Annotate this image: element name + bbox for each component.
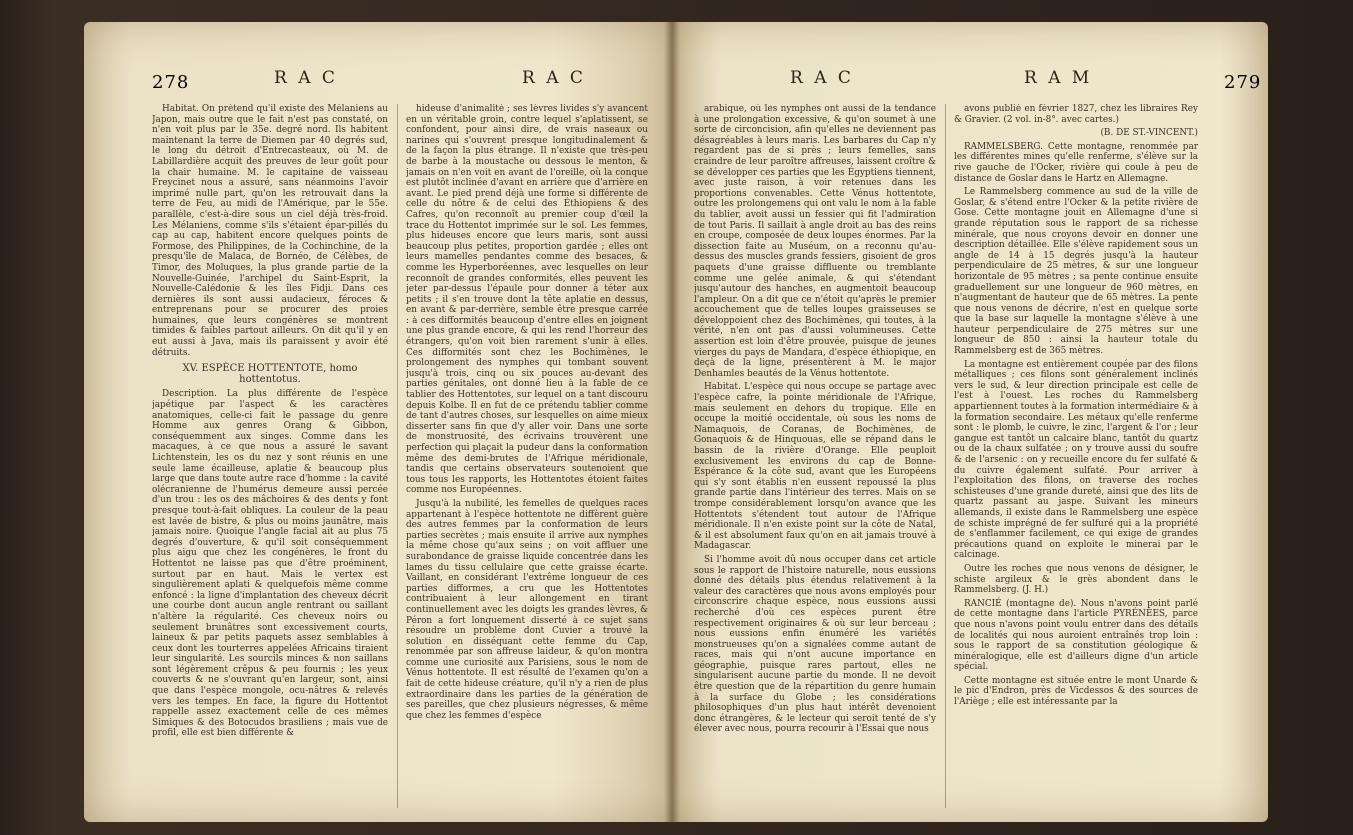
column-rule xyxy=(397,104,398,808)
paragraph: hideuse d'animalité ; ses lèvres livides s'y avancent en un véritable groin, contre lequel s'aplatissent, se confondent, pour ainsi dire, de vrais naseaux ou narines qui s'ouvrent presque longitudinalement & de la façon la plus étrange. Il n'existe que très-peu de barbe à la moustache ou dessous le menton, & jamais on n'en voit en avant de l'oreille, où la conque est plutôt inclinée d'avant en arrière que d'arrière en avant. Le pied prend déjà une forme si différente de celle du nôtre & de celui des Éthiopiens & des Cafres, qu'on reconnoît au premier coup d'œil la trace du Hottentot imprimée sur le sol. Les femmes, plus hideuses encore que leurs maris, sont aussi beaucoup plus petites, proportion gardée ; elles ont leurs mamelles pendantes comme des besaces, & comme les Hyperboréennes, avec lesquelles on leur reconnoît de grandes conformités, elles peuvent les jeter par-dessus l'épaule pour donner à téter aux petits ; il s'en trouve dont la tête aplatie en dessus, en avant & par-derrière, semble être presque carrée : à ces difformités beaucoup d'entre elles en joignent une plus grande encore, & qui les rend l'horreur des étrangers, qu'on voit bien rarement s'unir à elles. Ces difformités sont chez les Bochimènes, le prolongement des nymphes qui tombant souvent jusqu'à trois, cinq ou six pouces au-devant des parties génitales, ont donné lieu à la fable de ce tablier des Hottentotes, sur lequel on a tant discouru depuis Kolbe. Il en fut de ce prétendu tablier comme de tant d'autres choses, sur lesquelles on aime mieux disserter sans fin que d'y aller voir. Dans une sorte de monstruosité, des écrivains trouvèrent une perfection qui plaçait la pudeur dans la conformation même des demi-brutes de l'Afrique méridionale, tandis que certains observateurs soutenoient que tous tous les rapports, les Hottentotes étoient faites comme nos Européennes. xyxy=(406,104,648,496)
running-head-left: R A C xyxy=(790,68,854,88)
author-signature: (B. DE ST.-VINCENT.) xyxy=(1100,128,1198,139)
paragraph: Outre les roches que nous venons de désigner, le schiste argileux & le grès abondent dans le Rammelsberg. (J. H.) xyxy=(954,563,1198,596)
page-number: 279 xyxy=(1224,72,1262,93)
paragraph: Le Rammelsberg commence au sud de la ville de Goslar, & s'étend entre l'Ocker & la petite rivière de Gose. Cette montagne jouit en Allemagne d'une si grande réputation sous le rapport de sa richesse minérale, que nous croyons devoir en donner une description détaillée. Elle s'élève rapidement sous un angle de 14 à 15 degrés jusqu'à la hauteur perpendiculaire de 25 mètres, & sur une longueur horizontale de 95 mètres ; sa pente continue ensuite graduellement sur une longueur de 960 mètres, en n'augmentant de hauteur que de 65 mètres. La pente que nous venons de décrire, n'est en quelque sorte que la base sur laquelle la montagne s'élève à une hauteur perpendiculaire de 275 mètres sur une longueur de 850 : ainsi la hauteur totale du Rammelsberg est de 365 mètres. xyxy=(954,187,1198,357)
text-column-2 xyxy=(406,104,648,808)
paragraph: arabique, où les nymphes ont aussi de la tendance à une prolongation excessive, & qu'on soumet à une sorte de circoncision, afin qu'elles ne deviennent pas désagréables à leurs maris. Les barbares du Cap n'y regardent pas de si près ; leurs femelles, sans craindre de leur paroître affreuses, laissent croître & se développer ces parties que les Égyptiens tiennent, avec juste raison, à voir retenues dans les proportions convenables. Cette Vénus hottentote, outre les prolongemens qui ont valu le nom à la fable du tablier, avoit aussi un fessier qui fit l'admiration de tout Paris. Il saillait à angle droit au bas des reins en croupe, composée de deux loupes énormes. Par la dissection faite au Muséum, on a reconnu qu'au-dessus des muscles grands fessiers, gisoient de gros paquets d'une graisse diffluente ou tremblante comme une gelée animale, & qui s'étendant jusqu'autour des hanches, en augmentoit beaucoup l'ampleur. On a dit que ce n'étoit qu'après le premier accouchement que de telles loupes graisseuses se développoient chez des Bochimènes, qui toutes, à la vérité, n'en ont pas d'aussi volumineuses. Cette assertion est loin d'être prouvée, puisque de jeunes vierges du pays de Mandara, d'espèce éthiopique, en deçà de la ligne, présentèrent à M. le major Denhamles beautés de la Vénus hottentote. xyxy=(694,104,936,379)
paragraph: Cette montagne est située entre le mont Unarde & le pic d'Endron, près de Vicdessos & des sources de l'Ariège ; elle est intéressante par la xyxy=(954,675,1198,708)
paragraph: avons publié en février 1827, chez les libraires Rey & Gravier. (2 vol. in-8°. avec cartes.) xyxy=(954,104,1198,125)
running-head-right: R A M xyxy=(1024,68,1093,88)
paragraph: Habitat. L'espèce qui nous occupe se partage avec l'espèce cafre, la pointe méridionale de l'Afrique, mais seulement en dehors du tropique. Elle en occupe la moitié occidentale, où sous les noms de Namaquois, de Coranas, de Bochimènes, de Gonaquois & de Hinquouas, elle se répand dans le bassin de la rivière d'Orange. Elle peuploit exclusivement les environs du cap de Bonne-Espérance & la côte sud, avant que les Européens qui s'y sont établis n'en eussent repoussé la plus grande partie dans l'intérieur des terres. Mais on se trompe considérablement lorsqu'on avance que les Hottentots s'étendent tout autour de l'Afrique méridionale. Il n'en existe point sur la côte de Natal, & il est absolument faux qu'on en ait jamais trouvé à Madagascar. xyxy=(694,382,936,552)
paragraph: Si l'homme avoit dû nous occuper dans cet article sous le rapport de l'histoire naturelle, nous eussions donné des détails plus étendus relativement à la valeur des caractères que nous avons employés pour circonscrire chaque espèce, nous eussions aussi recherché d'où ces espèces purent être respectivement originaires & où sur leur berceau ; nous eussions enfin énuméré les variétés monstrueuses qu'on a signalées comme autant de races, mais qui n'ont aucune importance en géographie, puisque rares partout, elles ne singularisent aucune partie du monde. Il ne devoit être question que de la répartition du genre humain à la surface du Globe ; les considérations philosophiques d'un plus haut intérêt devenoient donc étrangères, & le lecteur qui seroit tenté de s'y élever avec nous, pourra recourir à l'Essai que nous xyxy=(694,554,936,735)
paragraph: Habitat. On prétend qu'il existe des Mélaniens au Japon, mais outre que le fait n'est pas constaté, on n'en voit plus par le 35e. degré nord. Ils habitent maintenant la terre de Diemen par 40 degrés sud, le long du détroit d'Entrecasteaux, où M. de Labillardière acquit des preuves de leur goût pour la chair humaine. M. le capitaine de vaisseau Freycinet nous a assuré, sans néanmoins l'avoir imprimé nulle part, qu'on les retrouvait dans la terre de Feu, au midi de l'Amérique, par le 55e. parallèle, c'est-à-dire sous un ciel déjà très-froid. Les Mélaniens, comme s'ils s'étaient épar-pillés du cap au cap, habitent encore quelques points de Formose, des Philippines, de la Cochinchine, de la presqu'île de Malaca, de Bornéo, de Célèbes, de Timor, des Moluques, la plus grande partie de la Nouvelle-Guinée, l'archipel du Saint-Esprit, la Nouvelle-Calédonie & les îles Fidji. Dans ces dernières ils sont aussi audacieux, féroces & entreprenans pour se procurer des proies humaines, que leurs congénères se montrent timides & faibles partout ailleurs. On dit qu'il y en eut aussi à Java, mais ils paraissent y avoir été détruits. xyxy=(152,104,388,358)
text-column-1 xyxy=(694,104,936,808)
column-rule xyxy=(945,104,946,808)
paragraph: Description. La plus différente de l'espèce japétique par l'aspect & les caractères anatomiques, celle-ci fait le passage du genre Homme aux genres Orang & Gibbon, conséquemment aux singes. Comme dans les macaques, à ce que nous a assuré le savant Lichtenstein, les os du nez y sont réunis en une seule lame écailleuse, aplatie & beaucoup plus large que dans toute autre race d'homme : la cavité olécranienne de l'humérus demeure aussi percée d'un trou : les os des mâchoires & des dents y font presque tout-à-fait obliques. La couleur de la peau est lavée de bistre, & plus ou moins jaunâtre, mais jamais noire. Quoique l'angle facial ait au plus 75 degrés d'ouverture, & qu'il soit conséquemment plus aigu que chez les congénères, le front du Hottentot ne laisse pas que d'être proéminent, surtout par en haut. Mais le vertex est singulièrement aplati & quelquefois même comme enfoncé : la ligne d'implantation des cheveux décrit une courbe dont aucun angle rentrant ou saillant n'altère la régularité. Ces cheveux noirs ou seulement brunâtres sont excessivement courts, laineux & par petits paquets assez semblables à ceux dont les tourterres appelées Africains tiraient leur singularité. Les sourcils minces & non saillans sont légèrement crêpus & peu fournis ; les yeux couverts & ne s'ouvrant qu'en largeur, sont, ainsi que dans l'espèce mongole, ocu-nâtres & relevés vers les tempes. En face, la figure du Hottentot rappelle assez exactement celle de ces mêmes Simiques & des Botocudos brasiliens ; mais vue de profil, elle est bien différente & xyxy=(152,389,388,739)
running-head-right: R A C xyxy=(522,68,586,88)
right-page xyxy=(672,22,1268,822)
text-column-2 xyxy=(954,104,1198,808)
section-heading: XV. ESPÈCE HOTTENTOTE, homo hottentotus. xyxy=(182,363,358,385)
paragraph: RANCIÉ (montagne de). Nous n'avons point parlé de cette montagne dans l'article PYRÉNÉES, parce que nous n'avons point voulu entrer dans des détails de localités qui nous auroient entraînés trop loin : sous le rapport de sa constitution géologique & minéralogique, elle est d'ailleurs digne d'un article spécial. xyxy=(954,598,1198,673)
text-column-1 xyxy=(152,104,388,808)
running-head-left: R A C xyxy=(274,68,338,88)
paragraph: La montagne est entièrement coupée par des filons métalliques ; ces filons sont généralement inclinés vers le sud, & leur direction principale est celle de l'est à l'ouest. Les roches du Rammelsberg appartiennent toutes à la formation intermédiaire & à la formation secondaire. Les métaux qu'elle renferme sont : le plomb, le cuivre, le zinc, l'argent & l'or ; leur gangue est tantôt un calcaire blanc, tantôt du quartz ou de la chaux sulfatée ; on y trouve aussi du soufre & de l'arsenic : on y recueille encore du fer sulfaté & du cuivre également sulfaté. Pour arriver à l'exploitation des filons, on traverse des roches schisteuses d'une grande dureté, ainsi que des lits de quartz passant au jaspe. Suivant les mineurs allemands, il existe dans le Rammelsberg une espèce de schiste imprégné de fer sulfuré qui a la propriété de s'enflammer facilement, ce qui exige de grandes précautions quand on exploite le minerai par le calcinage. xyxy=(954,359,1198,561)
paragraph: Jusqu'à la nubilité, les femelles de quelques races appartenant à l'espèce hottentote ne diffèrent guère des autres femmes par la conformation de leurs parties secrètes ; mais ensuite il arrive aux nymphes la même chose qu'aux seins ; on voit affluer une surabondance de graisse liquide concentrée dans les lames du tissu cellulaire que cette graisse écarte. Vaillant, en considérant l'extrême longueur de ces parties difformes, a cru que les Hottentotes contribuaient à leur allongement en tirant continuellement avec les doigts les grandes lèvres, & Péron a fort longuement disserté à ce sujet sans résoudre un problème dont Cuvier a trouvé la solution en disséquant cette femme du Cap, renommée par son affreuse laideur, & qu'on montra comme une curiosité aux Parisiens, sous le nom de Vénus hottentote. Il est résulté de l'examen qu'on a fait de cette hideuse créature, qu'il n'y a rien de plus extraordinaire dans les parties de la génération de ses pareilles, que chez plusieurs négresses, & même que chez les femmes d'espèce xyxy=(406,498,648,721)
book-gutter xyxy=(664,22,680,822)
left-page xyxy=(84,22,672,822)
paragraph: RAMMELSBERG. Cette montagne, renommée par les différentes mines qu'elle renferme, s'élève sur la rive gauche de l'Ocker, rivière qui coule à peu de distance de Goslar dans le Hartz en Allemagne. xyxy=(954,141,1198,184)
page-number: 278 xyxy=(152,72,190,93)
